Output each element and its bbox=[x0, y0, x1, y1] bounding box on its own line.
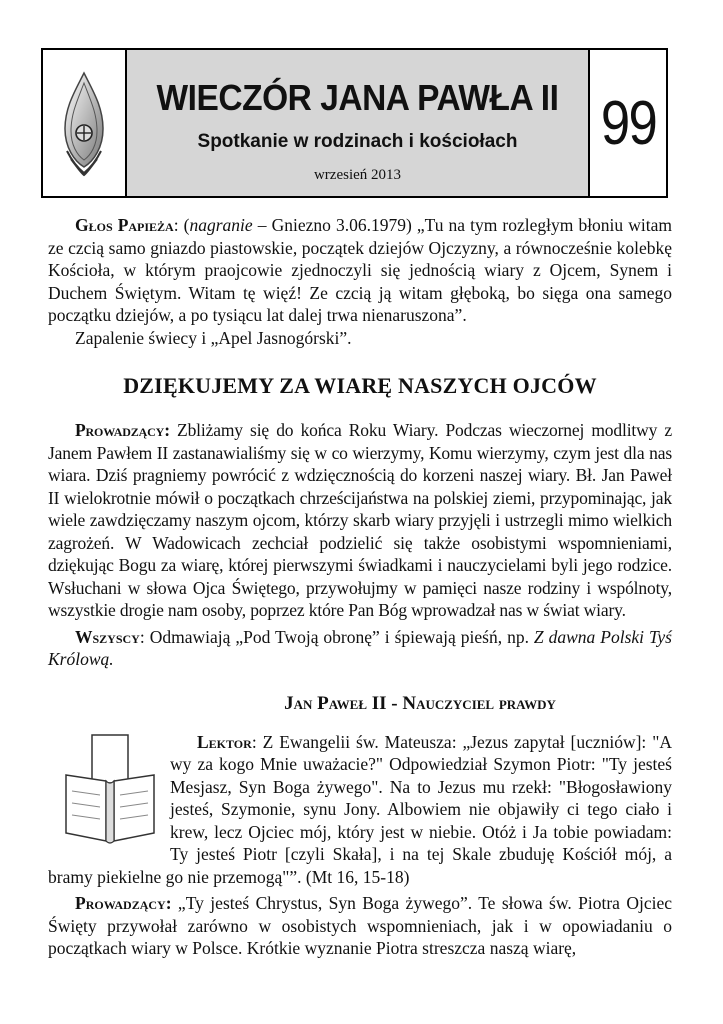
punctuation: : ( bbox=[173, 215, 190, 235]
gospel-text: : Z Ewangelii św. Mateusza: „Jezus zapytał [uczniów]: "A wy za kogo Mnie uważacie?" Odpowiedział Szymon Piotr: "Ty jesteś Mesjasz, Syn Boga żywego". Na to Jezus mu rzekł: "Błogosławiony jesteś, Szymonie, synu Jony. Albowiem nie objawiły ci tego ciało i krew, lecz Ojciec mój, który jest w niebie. Otóż i Ja tobie powiadam: Ty jesteś Piotr [czyli Skała], i na tej Skale zbuduję Kościół mój, a bramy piekielne go nie przemogą"”. (Mt 16, 15-18) bbox=[48, 731, 672, 887]
issue-number-cell bbox=[590, 50, 666, 196]
leader-text: Zbliżamy się do końca Roku Wiary. Podczas wieczornej modlitwy z Janem Pawłem II zastanawialiśmy się w co wierzymy, Komu wierzymy, czym jest dla nas wiara. Dziś pragniemy powrócić z wdzięcznością do korzeni naszej wiary. Bł. Jan Paweł II wielokrotnie mówił o początkach chrześcijaństwa na polskiej ziemi, przypominając, jak wiele zawdzięczamy naszym ojcom, którzy skarb wiary przyjęli i ustrzegli mimo wielkich zagrożeń. W Wadowicach zechciał podzielić się także osobistymi wspomnieniami, dziękując Bogu za wiarę, której pierwszymi świadkami i nauczycielami byli jego rodzice. Wsłuchani w słowa Ojca Świętego, przywołujmy w pamięci nasze rodziny i wspólnoty, wszystkie drogie nam osoby, poprzez które Pan Bóg wprowadzał nas w świat wiary. bbox=[48, 420, 672, 620]
leader-paragraph-2 bbox=[48, 892, 672, 960]
subsection-heading: Jan Paweł II - Nauczyciel prawdy bbox=[284, 692, 556, 714]
candle-instruction: Zapalenie świecy i „Apel Jasnogórski”. bbox=[75, 327, 352, 348]
leader-text-2: „Ty jesteś Chrystus, Syn Boga żywego”. Te słowa św. Piotra Ojciec Święty przywołał zarówno w osobistych wspomnieniach, jak i w opowiadaniu o początkach wiary w Polsce. Krótkie wyznanie Piotra streszcza naszą wiarę, bbox=[48, 893, 672, 958]
speaker-label: Prowadzący: bbox=[75, 893, 172, 913]
title-cell bbox=[127, 50, 590, 196]
bulletin-subtitle: Spotkanie w rodzinach i kościołach bbox=[197, 131, 518, 152]
speaker-label: Lektor bbox=[197, 731, 252, 752]
speaker-label: Wszyscy bbox=[75, 626, 140, 647]
leader-paragraph bbox=[48, 419, 672, 622]
open-book-icon bbox=[62, 733, 158, 845]
reading-block bbox=[48, 731, 672, 889]
all-paragraph bbox=[48, 626, 672, 671]
issue-date: wrzesień 2013 bbox=[313, 167, 402, 183]
papal-voice-paragraph bbox=[48, 214, 672, 327]
section-heading: DZIĘKUJEMY ZA WIARĘ NASZYCH OJCÓW bbox=[123, 373, 597, 398]
speaker-label: Głos Papieża bbox=[75, 215, 174, 235]
logo-cell bbox=[43, 50, 127, 196]
bulletin-title: WIECZÓR JANA PAWŁA II bbox=[156, 77, 559, 118]
issue-number: 99 bbox=[600, 88, 656, 158]
song-title: Z dawna Polski Tyś Królową. bbox=[48, 626, 672, 669]
all-text: : Odmawiają „Pod Twoją obronę” i śpiewają pieśń, np. bbox=[139, 626, 534, 647]
bulletin-header bbox=[41, 48, 668, 198]
papal-quote: – Gniezno 3.06.1979) „Tu na tym rozległym błoniu witam ze czcią samo gniazdo piastowskie, początek dziejów Ojczyzny, a równocześnie kolebkę Kościoła, w którym praojcowie zjednoczyli się jednością wiary z Ojcem, Synem i Duchem Świętym. Witam tę więź! Ze czcią ją witam głęboką, bo sięga ona samego początku dziejów, a po tysiącu lat dalej trwa nienaruszona”. bbox=[48, 215, 672, 325]
recording-note: nagranie bbox=[189, 215, 253, 235]
speaker-label: Prowadzący: bbox=[75, 420, 170, 440]
bulletin-body bbox=[48, 214, 672, 960]
candle-flame-emblem-icon bbox=[57, 69, 111, 177]
